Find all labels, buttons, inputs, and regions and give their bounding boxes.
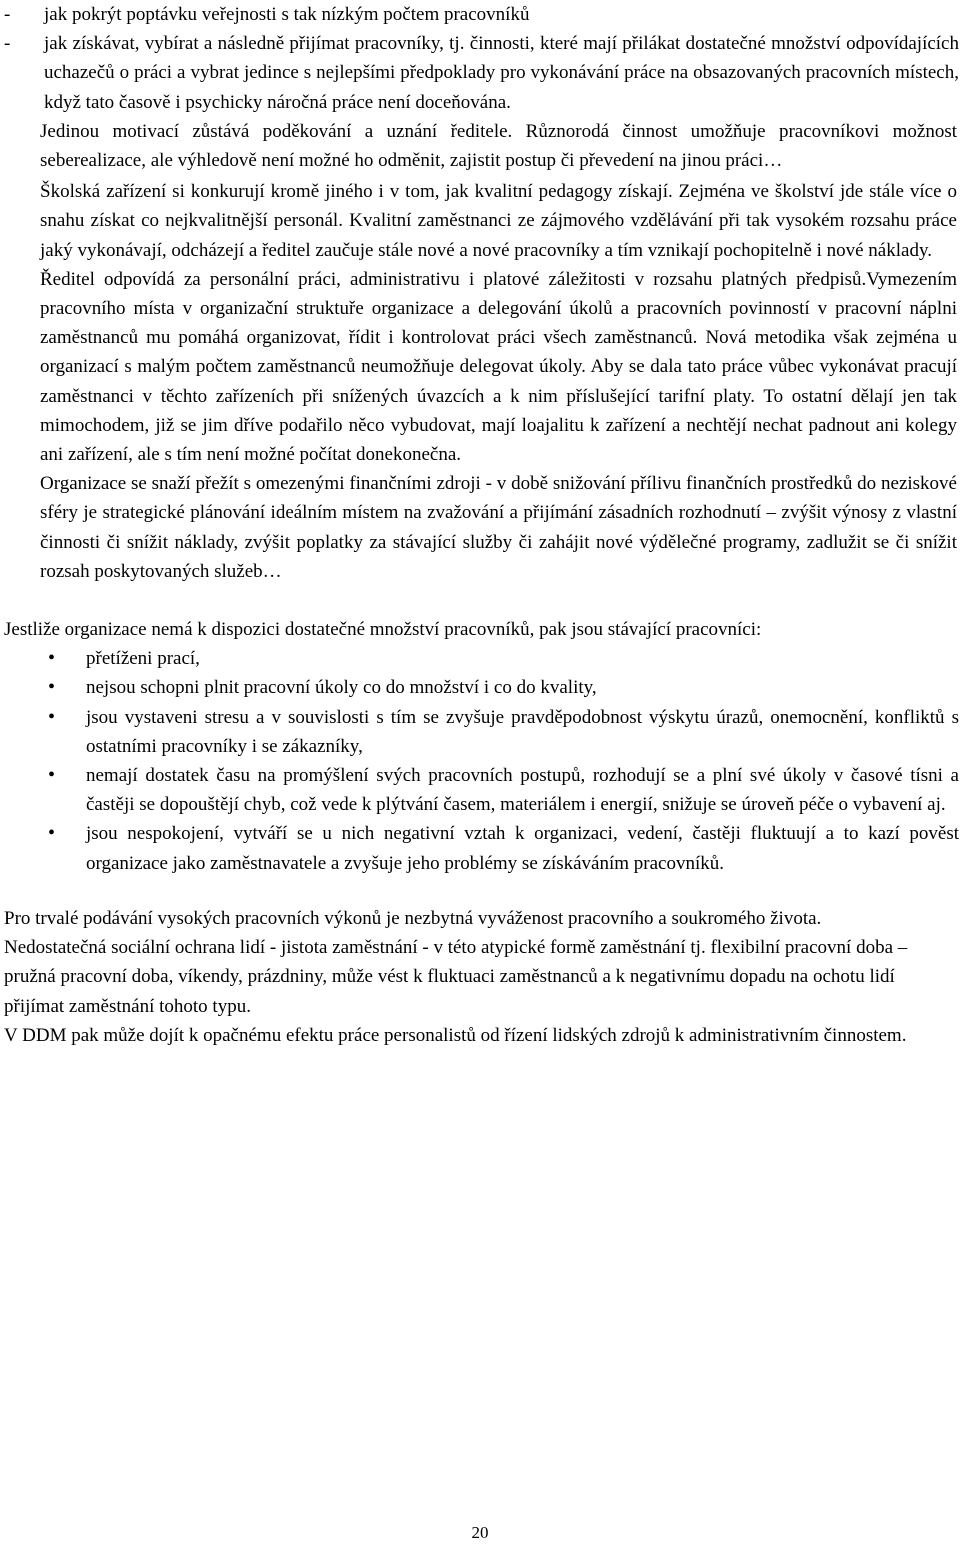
dash-marker: -	[4, 4, 11, 25]
bullet-icon: •	[48, 764, 56, 787]
list-item-text: nemají dostatek času na promýšlení svých pracovních postupů, rozhodují se a plní své úkoly v časové tísni a častěji se dopouštějí chyb, což vede k plýtvání časem, materiálem i energií, snižuje se úroveň péče o vybavení aj.	[86, 765, 959, 816]
if-organization-paragraph: Jestliže organizace nemá k dispozici dostatečné množství pracovníků, pak jsou stávající pracovníci:	[4, 619, 762, 641]
dash-list	[0, 0, 960, 117]
bullet-icon: •	[48, 822, 56, 845]
list-item	[4, 703, 959, 761]
consequences-list	[4, 644, 959, 878]
bullet-icon: •	[48, 705, 56, 728]
bullet-icon: •	[48, 676, 56, 699]
list-item	[4, 761, 959, 819]
dash-item-text: jak pokrýt poptávku veřejnosti s tak nízkým počtem pracovníků	[44, 4, 530, 25]
list-item	[4, 644, 959, 673]
ddm-paragraph: V DDM pak může dojít k opačnému efektu práce personalistů od řízení lidských zdrojů k administrativním činnostem.	[4, 1024, 907, 1046]
motivation-paragraph: Jedinou motivací zůstává poděkování a uznání ředitele. Různorodá činnost umožňuje pracovníkovi možnost seberealizace, ale výhledově není možné ho odměnit, zajistit postup či převedení na jinou práci…	[40, 120, 957, 172]
list-item	[4, 673, 959, 702]
dash-item-text: jak získávat, vybírat a následně přijímat pracovníky, tj. činnosti, které mají přilákat dostatečné množství odpovídajících uchazečů o práci a vybrat jedince s nejlepšími předpoklady pro vykonávání práce na obsazovaných pracovních místech, když tato časově i psychicky náročná práce není doceňována.	[44, 33, 959, 113]
list-item-text: nejsou schopni plnit pracovní úkoly co do množství i co do kvality,	[86, 677, 597, 699]
dash-item	[4, 29, 959, 117]
list-item-text: jsou vystaveni stresu a v souvislosti s tím se zvyšuje pravděpodobnost výskytu úrazů, onemocnění, konfliktů s ostatními pracovníky i se zákazníky,	[86, 706, 959, 757]
social-protection-paragraph: Nedostatečná sociální ochrana lidí - jistota zaměstnání - v této atypické formě zaměstnání tj. flexibilní pracovní doba – pružná pracovní doba, víkendy, prázdniny, může vést k fluktuaci zaměstnanců a k negativnímu dopadu na ochotu lidí přijímat zaměstnání tohoto typu.	[4, 937, 908, 1017]
balance-paragraph: Pro trvalé podávání vysokých pracovních výkonů je nezbytná vyváženost pracovního a soukromého života.	[4, 907, 822, 929]
list-item	[4, 819, 959, 877]
dash-marker: -	[4, 33, 11, 55]
list-item-text: jsou nespokojení, vytváří se u nich negativní vztah k organizaci, vedení, častěji fluktuují a to kazí pověst organizace jako zaměstnavatele a zvyšuje jeho problémy se získáváním pracovníků.	[86, 823, 959, 874]
director-paragraph: Ředitel odpovídá za personální práci, administrativu i platové záležitosti v rozsahu platných předpisů.Vymezením pracovního místa v organizační struktuře organizace a delegování úkolů a pracovních povinností v pracovní náplni zaměstnanců mu pomáhá organizovat, řídit i kontrolovat práci všech zaměstnanců. Nová metodika však zejména u organizací s malým počtem zaměstnanců neumožňuje delegovat úkoly. Aby se dala tato práce vůbec vykonávat pracují zaměstnanci v těchto zařízeních při snížených úvazcích a k nim příslušející tarifní platy. To ostatní dělají jen tak mimochodem, již se jim dříve podařilo něco vybudovat, mají loajalitu k zařízení a nechtějí nechat padnout ani kolegy ani zařízení, ale s tím není možné počítat donekonečna.	[40, 268, 957, 466]
bullet-icon: •	[48, 647, 56, 670]
competition-paragraph: Školská zařízení si konkurují kromě jiného i v tom, jak kvalitní pedagogy získají. Zejména ve školství jde stále více o snahu získat co nejkvalitnější personál. Kvalitní zaměstnanci ze zájmového vzdělávání při tak vysokém rozsahu práce jaký vykonávají, odcházejí a ředitel zaučuje stále nové a nové pracovníky a tím vznikají pochopitelně i nové náklady.	[40, 181, 957, 261]
list-item-text: přetíženi prací,	[86, 648, 200, 670]
page-number: 20	[471, 1523, 489, 1542]
organization-paragraph: Organizace se snaží přežít s omezenými finančními zdroji - v době snižování přílivu finančních prostředků do neziskové sféry je strategické plánování ideálním místem na zvažování a přijímání zásadních rozhodnutí – zvýšit výnosy z vlastní činnosti či snížit náklady, zvýšit poplatky za stávající služby či zahájit nové výdělečné programy, zadlužit se či snížit rozsah poskytovaných služeb…	[40, 473, 957, 582]
dash-item	[4, 0, 959, 29]
